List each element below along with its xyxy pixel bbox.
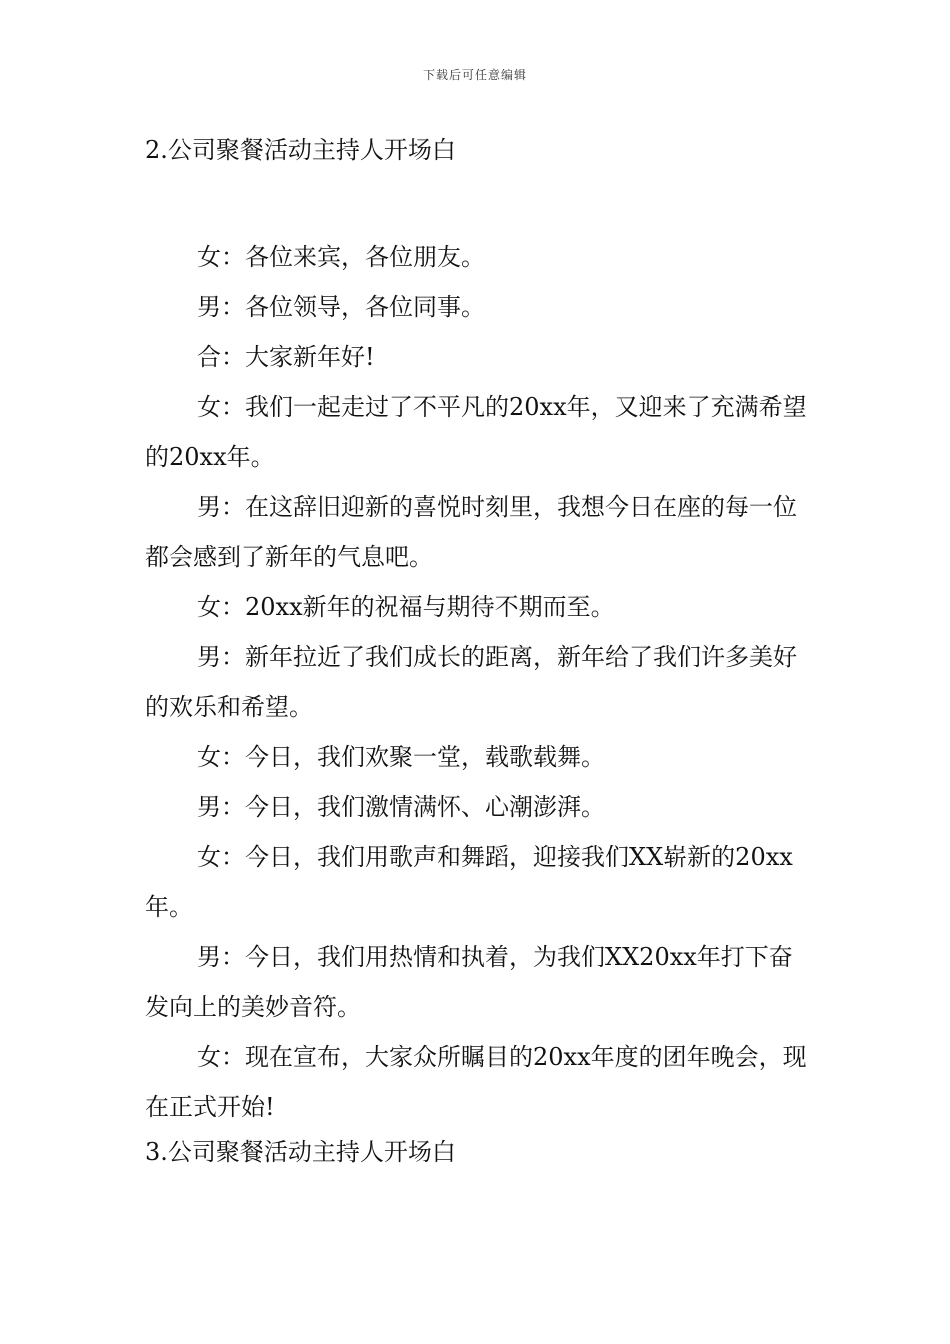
paragraph: 女：现在宣布，大家众所瞩目的20xx年度的团年晚会，现在正式开始! xyxy=(145,1043,807,1121)
paragraph: 女：今日，我们用歌声和舞蹈，迎接我们XX崭新的20xx年。 xyxy=(145,843,793,921)
paragraph: 男：今日，我们用热情和执着，为我们XX20xx年打下奋发向上的美妙音符。 xyxy=(145,943,793,1021)
paragraph: 女：我们一起走过了不平凡的20xx年，又迎来了充满希望的20xx年。 xyxy=(145,393,807,471)
paragraph: 女：20xx新年的祝福与期待不期而至。 xyxy=(197,593,615,621)
paragraph: 男：今日，我们激情满怀、心潮澎湃。 xyxy=(197,793,605,821)
paragraph: 女：今日，我们欢聚一堂，载歌载舞。 xyxy=(197,743,605,771)
header-note: 下载后可任意编辑 xyxy=(422,68,527,82)
paragraph: 男：在这辞旧迎新的喜悦时刻里，我想今日在座的每一位都会感到了新年的气息吧。 xyxy=(145,493,797,571)
section-title: 3.公司聚餐活动主持人开场白 xyxy=(145,1138,456,1166)
paragraph: 合：大家新年好! xyxy=(197,343,375,371)
document-body xyxy=(145,130,815,1172)
paragraph: 男：新年拉近了我们成长的距离，新年给了我们许多美好的欢乐和希望。 xyxy=(145,643,797,721)
paragraph: 女：各位来宾，各位朋友。 xyxy=(197,243,485,271)
section-title: 2.公司聚餐活动主持人开场白 xyxy=(145,136,456,164)
paragraph: 男：各位领导，各位同事。 xyxy=(197,293,485,321)
